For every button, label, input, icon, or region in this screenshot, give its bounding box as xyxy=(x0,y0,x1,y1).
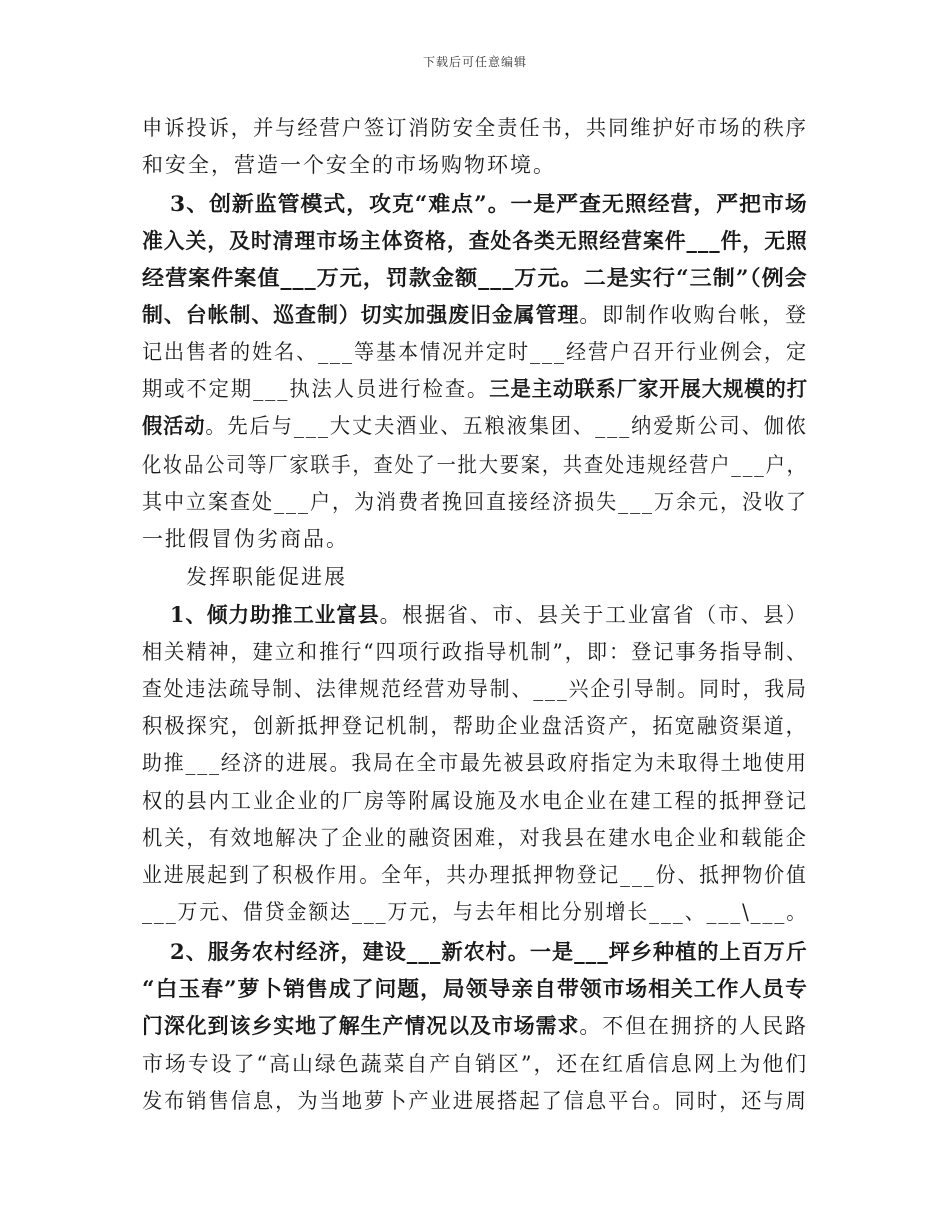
text-line xyxy=(142,826,808,850)
text-line xyxy=(142,414,808,438)
bold-text-segment: “白玉春”萝卜销售成了问题，局领导亲自带领市场相关工作人员专 xyxy=(142,976,808,1001)
text-segment: 。根据省、市、县关于工业富省（市、县） xyxy=(379,603,809,627)
text-segment: ___万元、借贷金额达___万元，与去年相比分别增长___、___\___。 xyxy=(142,900,809,924)
text-segment: 发挥职能促进展 xyxy=(186,565,347,589)
text-line xyxy=(170,192,808,216)
text-line xyxy=(142,116,808,140)
text-line xyxy=(142,751,808,775)
text-line xyxy=(142,1089,808,1113)
text-line xyxy=(142,377,808,401)
bold-text-segment: 假活动 xyxy=(142,413,206,438)
bold-text-segment: 制、台帐制、巡查制）切实加强废旧金属管理 xyxy=(142,302,580,327)
bold-text-segment: 门深化到该乡实地了解生产情况以及市场需求 xyxy=(142,1013,580,1038)
text-line xyxy=(142,640,808,664)
text-segment: 相关精神，建立和推行“四项行政指导机制”，即：登记事务指导制、 xyxy=(142,640,809,664)
text-line xyxy=(142,527,349,551)
text-segment: 记出售者的姓名、___等基本情况并定时___经营户召开行业例会，定 xyxy=(142,340,809,364)
text-line xyxy=(170,603,808,627)
text-segment: 。即制作收购台帐，登 xyxy=(579,303,808,327)
text-line xyxy=(142,863,808,887)
text-segment: 查处违法疏导制、法律规范经营劝导制、___兴企引导制。同时，我局 xyxy=(142,677,808,701)
text-line xyxy=(142,1052,808,1076)
text-line xyxy=(142,789,808,813)
text-segment: 一批假冒伪劣商品。 xyxy=(142,527,349,551)
text-segment: 市场专设了“高山绿色蔬菜自产自销区”，还在红盾信息网上为他们 xyxy=(142,1052,809,1076)
text-line xyxy=(142,677,808,701)
text-line xyxy=(142,714,808,738)
text-segment: 。不但在拥挤的人民路 xyxy=(579,1014,808,1038)
text-line xyxy=(142,490,808,514)
text-segment: 权的县内工业企业的厂房等附属设施及水电企业在建工程的抵押登记 xyxy=(142,789,808,813)
text-segment: 。先后与___大丈夫酒业、五粮液集团、___纳爱斯公司、伽侬 xyxy=(205,414,808,438)
text-line xyxy=(142,1014,808,1038)
text-segment: 和安全，营造一个安全的市场购物环境。 xyxy=(142,153,556,177)
text-segment: 积极探究，创新抵押登记机制，帮助企业盘活资产，拓宽融资渠道， xyxy=(142,714,808,738)
text-segment: 其中立案查处___户，为消费者挽回直接经济损失___万余元，没收了 xyxy=(142,490,809,514)
bold-text-segment: 1、倾力助推工业富县 xyxy=(170,602,380,627)
bold-text-segment: 三是主动联系厂家开展大规模的打 xyxy=(489,376,809,401)
text-line xyxy=(170,940,808,964)
text-segment: 申诉投诉，并与经营户签订消防安全责任书，共同维护好市场的秩序 xyxy=(142,116,808,140)
text-line xyxy=(142,340,808,364)
text-segment: 助推___经济的进展。我局在全市最先被县政府指定为未取得土地使用 xyxy=(142,751,808,775)
bold-text-segment: 3、创新监管模式，攻克“难点”。一是严查无照经营，严把市场 xyxy=(170,191,808,216)
text-line xyxy=(142,229,808,253)
text-line xyxy=(142,153,556,177)
text-line xyxy=(142,900,808,924)
text-line xyxy=(186,565,347,589)
text-line xyxy=(142,977,808,1001)
text-line xyxy=(142,453,808,477)
page-header: 下载后可任意编辑 xyxy=(422,55,527,69)
text-segment: 机关，有效地解决了企业的融资困难，对我县在建水电企业和载能企 xyxy=(142,826,808,850)
text-segment: 期或不定期___执法人员进行检查。 xyxy=(142,377,490,401)
text-line xyxy=(142,266,808,290)
text-segment: 业进展起到了积极作用。全年，共办理抵押物登记___份、抵押物价值 xyxy=(142,863,808,887)
bold-text-segment: 经营案件案值___万元，罚款金额___万元。二是实行“三制”（例会 xyxy=(142,265,808,290)
text-segment: 发布销售信息，为当地萝卜产业进展搭起了信息平台。同时，还与周 xyxy=(142,1089,808,1113)
bold-text-segment: 准入关，及时清理市场主体资格，查处各类无照经营案件___件，无照 xyxy=(142,228,808,253)
text-line xyxy=(142,303,808,327)
bold-text-segment: 2、服务农村经济，建设___新农村。一是___坪乡种植的上百万斤 xyxy=(170,939,808,964)
text-segment: 化妆品公司等厂家联手，查处了一批大要案，共查处违规经营户___户， xyxy=(142,453,808,477)
